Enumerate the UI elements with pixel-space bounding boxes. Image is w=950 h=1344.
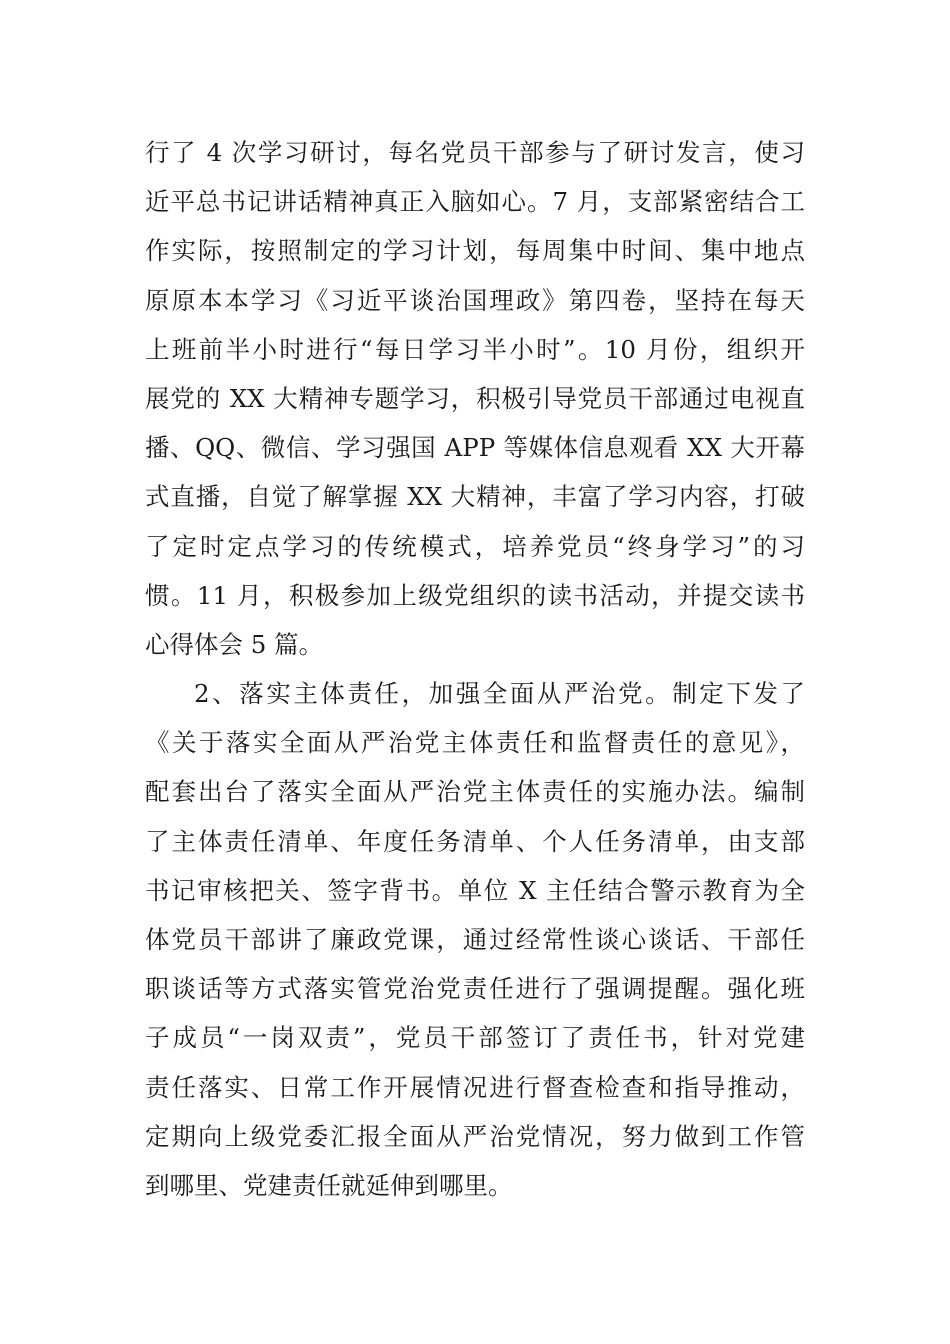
paragraph-2-line-4: 了主体责任清单、年度任务清单、个人任务清单，由支部 (145, 826, 805, 856)
paragraph-1-line-6: 展党的 XX 大精神专题学习，积极引导党员干部通过电视直 (145, 383, 805, 413)
body-text (145, 128, 805, 1210)
paragraph-2-line-3: 配套出台了落实全面从严治党主体责任的实施办法。编制 (145, 777, 805, 807)
paragraph-1-line-9: 了定时定点学习的传统模式，培养党员“终身学习”的习 (145, 531, 805, 561)
paragraph-1-line-1: 行了 4 次学习研讨，每名党员干部参与了研讨发言，使习 (145, 138, 805, 167)
paragraph-2-line-11: 到哪里、党建责任就延伸到哪里。 (145, 1170, 513, 1200)
paragraph-2-line-8: 子成员“一岗双责”，党员干部签订了责任书，针对党建 (145, 1023, 805, 1053)
paragraph-1-line-7: 播、QQ、微信、学习强国 APP 等媒体信息观看 XX 大开幕 (145, 433, 805, 463)
paragraph-2-line-5: 书记审核把关、签字背书。单位 X 主任结合警示教育为全 (145, 875, 805, 905)
paragraph-1-line-8: 式直播，自觉了解掌握 XX 大精神，丰富了学习内容，打破 (145, 482, 805, 512)
paragraph-2-line-6: 体党员干部讲了廉政党课，通过经常性谈心谈话、干部任 (145, 925, 805, 954)
paragraph-1-line-11: 心得体会 5 篇。 (145, 629, 324, 659)
paragraph-1-line-4: 原原本本学习《习近平谈治国理政》第四卷，坚持在每天 (145, 285, 805, 315)
paragraph-1-line-3: 作实际，按照制定的学习计划，每周集中时间、集中地点 (145, 236, 805, 266)
paragraph-1-line-10: 惯。11 月，积极参加上级党组织的读书活动，并提交读书 (145, 580, 805, 610)
paragraph-2-line-9: 责任落实、日常工作开展情况进行督查检查和指导推动， (145, 1072, 805, 1102)
paragraph-1-line-5: 上班前半小时进行“每日学习半小时”。10 月份，组织开 (145, 334, 805, 364)
paragraph-2-line-2: 《关于落实全面从严治党主体责任和监督责任的意见》， (145, 728, 805, 758)
paragraph-2-line-7: 职谈话等方式落实管党治党责任进行了强调提醒。强化班 (145, 974, 805, 1004)
paragraph-2-line-10: 定期向上级党委汇报全面从严治党情况，努力做到工作管 (145, 1121, 805, 1151)
paragraph-2-line-1: 2、落实主体责任，加强全面从严治党。制定下发了 (194, 679, 805, 709)
paragraph-1-line-2: 近平总书记讲话精神真正入脑如心。7 月，支部紧密结合工 (145, 187, 805, 217)
